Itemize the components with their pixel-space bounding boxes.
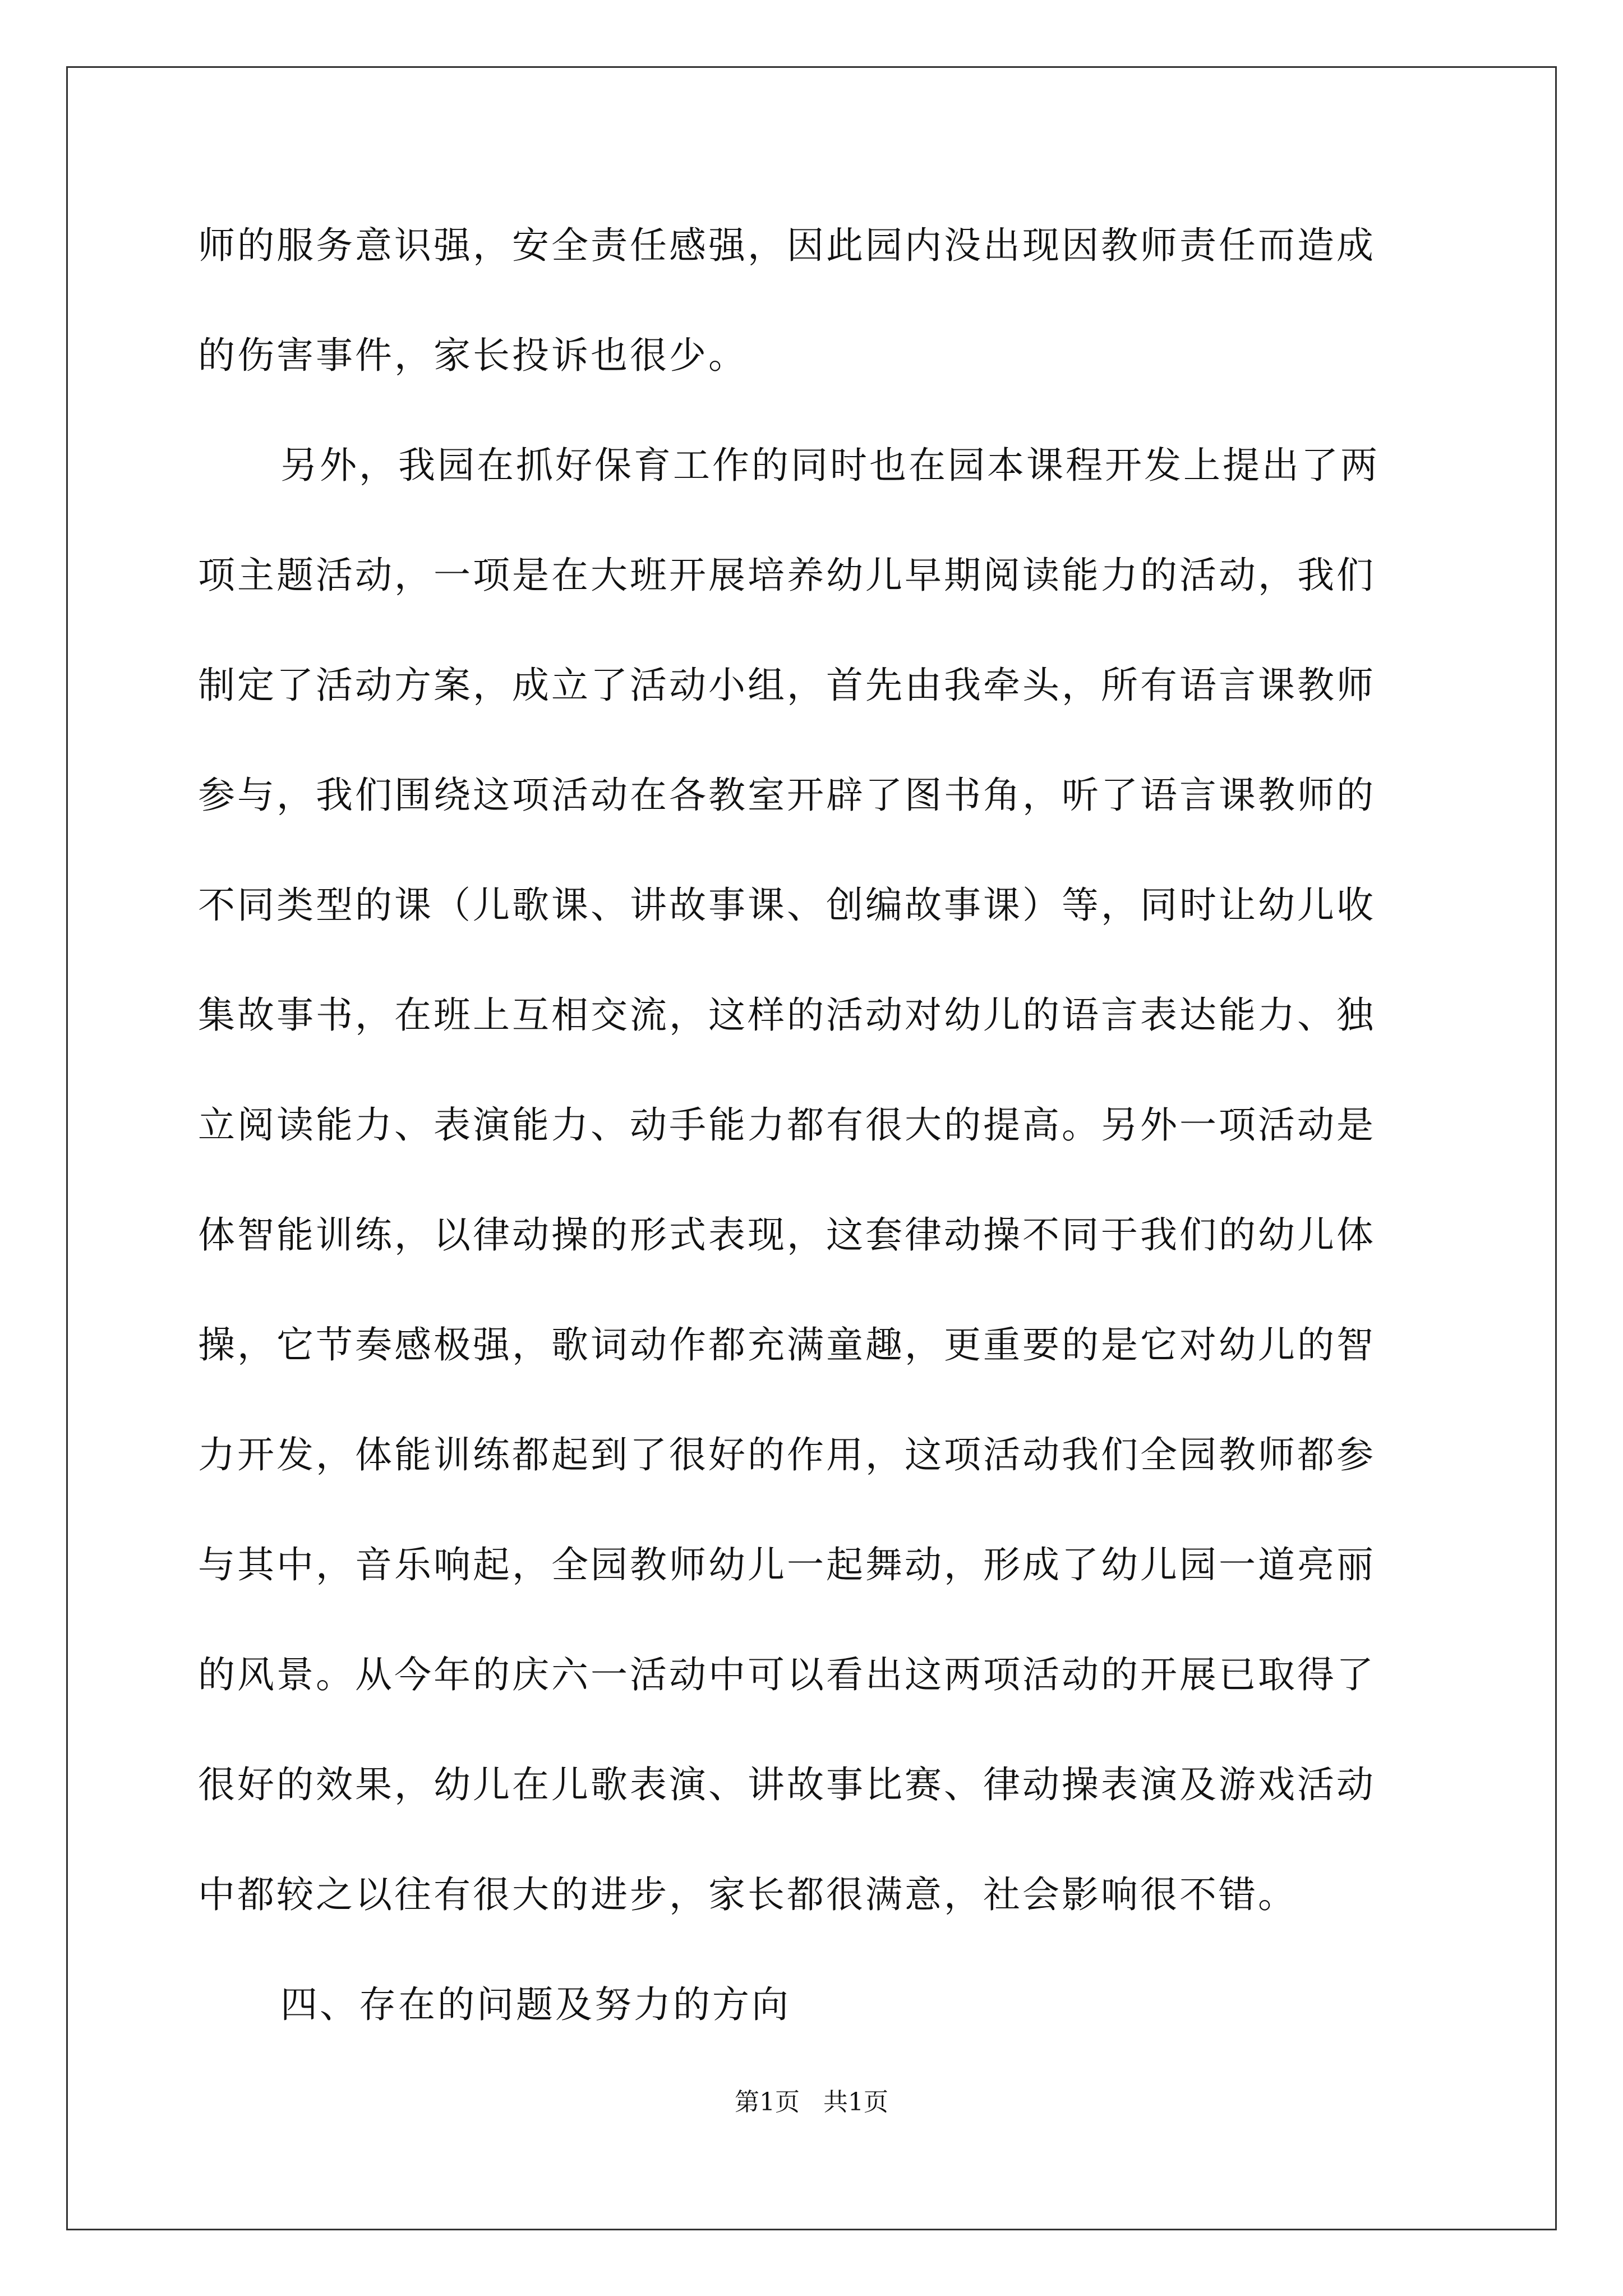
text-line: 很好的效果，幼儿在儿歌表演、讲故事比赛、律动操表演及游戏活动 — [198, 1763, 1376, 1806]
text-line: 操，它节奏感极强，歌词动作都充满童趣，更重要的是它对幼儿的智 — [198, 1323, 1376, 1366]
text-line: 的风景。从今年的庆六一活动中可以看出这两项活动的开展已取得了 — [198, 1653, 1376, 1696]
page-number: 第1页 — [735, 2088, 800, 2116]
text-line: 参与，我们围绕这项活动在各教室开辟了图书角，听了语言课教师的 — [198, 774, 1376, 817]
text-line: 力开发，体能训练都起到了很好的作用，这项活动我们全园教师都参 — [198, 1433, 1376, 1476]
section-heading: 四、存在的问题及努力的方向 — [280, 1983, 791, 2026]
text-line: 师的服务意识强，安全责任感强，因此园内没出现因教师责任而造成 — [198, 224, 1376, 267]
text-line: 集故事书，在班上互相交流，这样的活动对幼儿的语言表达能力、独 — [198, 993, 1376, 1037]
text-line: 的伤害事件，家长投诉也很少。 — [198, 334, 748, 377]
text-line: 制定了活动方案，成立了活动小组，首先由我牵头，所有语言课教师 — [198, 664, 1376, 707]
page-total: 共1页 — [823, 2088, 888, 2116]
page-footer — [0, 2086, 1623, 2119]
text-line: 中都较之以往有很大的进步，家长都很满意，社会影响很不错。 — [198, 1873, 1297, 1916]
text-line: 立阅读能力、表演能力、动手能力都有很大的提高。另外一项活动是 — [198, 1103, 1376, 1147]
text-line: 与其中，音乐响起，全园教师幼儿一起舞动，形成了幼儿园一道亮丽 — [198, 1543, 1376, 1586]
text-line: 不同类型的课（儿歌课、讲故事课、创编故事课）等，同时让幼儿收 — [198, 884, 1376, 927]
text-line: 体智能训练，以律动操的形式表现，这套律动操不同于我们的幼儿体 — [198, 1213, 1376, 1257]
text-line: 项主题活动，一项是在大班开展培养幼儿早期阅读能力的活动，我们 — [198, 554, 1376, 597]
text-line: 另外，我园在抓好保育工作的同时也在园本课程开发上提出了两 — [280, 444, 1380, 487]
